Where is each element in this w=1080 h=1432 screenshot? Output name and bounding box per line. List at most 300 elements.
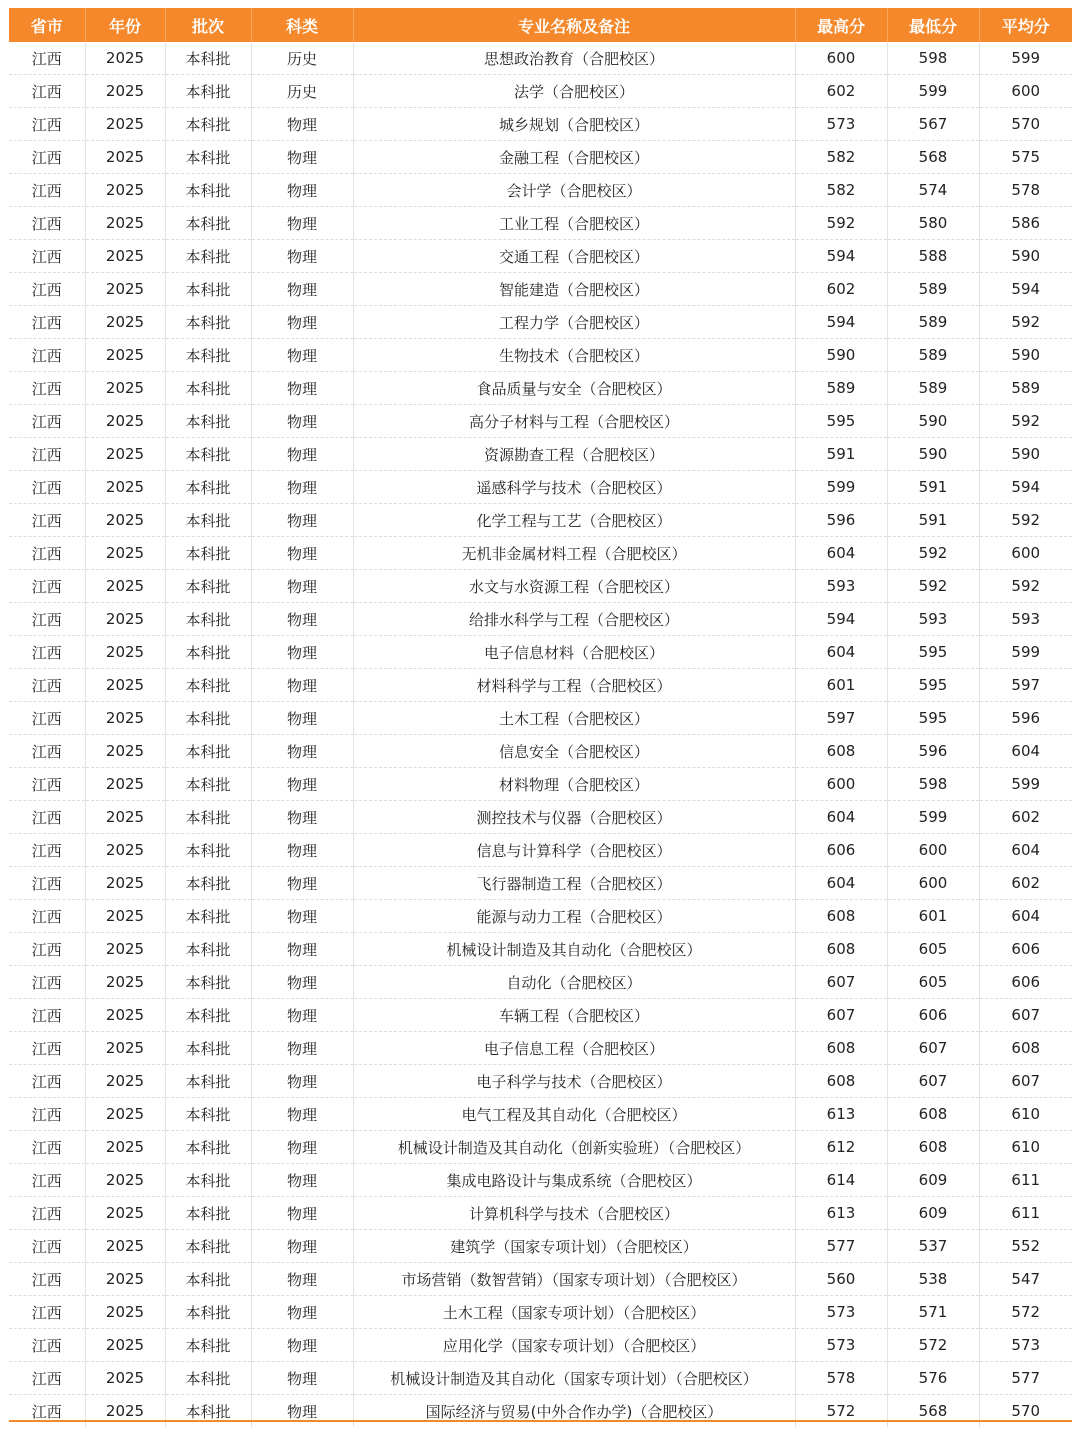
major-name-cell: 能源与动力工程（合肥校区）	[353, 900, 795, 933]
batch-cell: 本科批	[165, 537, 251, 570]
subject-type-cell: 物理	[251, 735, 353, 768]
major-name-cell: 飞行器制造工程（合肥校区）	[353, 867, 795, 900]
batch-cell: 本科批	[165, 240, 251, 273]
table-row	[9, 372, 1072, 405]
max-score-cell: 600	[795, 768, 887, 801]
avg-score-cell: 590	[979, 438, 1072, 471]
year-cell: 2025	[85, 1197, 165, 1230]
max-score-cell: 613	[795, 1197, 887, 1230]
subject-type-cell: 物理	[251, 603, 353, 636]
major-name-cell: 机械设计制造及其自动化（合肥校区）	[353, 933, 795, 966]
table-row	[9, 1098, 1072, 1131]
min-score-cell: 590	[887, 405, 979, 438]
table-row	[9, 801, 1072, 834]
table-row	[9, 702, 1072, 735]
avg-score-cell: 608	[979, 1032, 1072, 1065]
min-score-cell: 598	[887, 42, 979, 75]
table-row	[9, 273, 1072, 306]
header-subject-type[interactable]: 科类	[251, 8, 353, 42]
subject-type-cell: 物理	[251, 405, 353, 438]
province-cell: 江西	[9, 999, 85, 1032]
min-score-cell: 609	[887, 1197, 979, 1230]
avg-score-cell: 592	[979, 570, 1072, 603]
avg-score-cell: 604	[979, 900, 1072, 933]
year-cell: 2025	[85, 867, 165, 900]
table-row	[9, 306, 1072, 339]
subject-type-cell: 物理	[251, 1197, 353, 1230]
table-body	[9, 42, 1072, 1427]
major-name-cell: 电子科学与技术（合肥校区）	[353, 1065, 795, 1098]
major-name-cell: 城乡规划（合肥校区）	[353, 108, 795, 141]
min-score-cell: 609	[887, 1164, 979, 1197]
major-name-cell: 生物技术（合肥校区）	[353, 339, 795, 372]
avg-score-cell: 594	[979, 471, 1072, 504]
avg-score-cell: 602	[979, 867, 1072, 900]
province-cell: 江西	[9, 1065, 85, 1098]
province-cell: 江西	[9, 900, 85, 933]
batch-cell: 本科批	[165, 1098, 251, 1131]
min-score-cell: 600	[887, 834, 979, 867]
year-cell: 2025	[85, 306, 165, 339]
max-score-cell: 572	[795, 1395, 887, 1428]
table-row	[9, 141, 1072, 174]
table-row	[9, 768, 1072, 801]
year-cell: 2025	[85, 1395, 165, 1428]
table-row	[9, 537, 1072, 570]
table-row	[9, 1164, 1072, 1197]
avg-score-cell: 589	[979, 372, 1072, 405]
major-name-cell: 工业工程（合肥校区）	[353, 207, 795, 240]
table-header-row	[9, 8, 1072, 42]
subject-type-cell: 物理	[251, 141, 353, 174]
min-score-cell: 590	[887, 438, 979, 471]
subject-type-cell: 物理	[251, 108, 353, 141]
min-score-cell: 568	[887, 1395, 979, 1428]
table-row	[9, 900, 1072, 933]
province-cell: 江西	[9, 405, 85, 438]
major-name-cell: 集成电路设计与集成系统（合肥校区）	[353, 1164, 795, 1197]
year-cell: 2025	[85, 636, 165, 669]
subject-type-cell: 物理	[251, 570, 353, 603]
batch-cell: 本科批	[165, 768, 251, 801]
avg-score-cell: 600	[979, 537, 1072, 570]
min-score-cell: 606	[887, 999, 979, 1032]
table-row	[9, 1032, 1072, 1065]
year-cell: 2025	[85, 801, 165, 834]
batch-cell: 本科批	[165, 735, 251, 768]
batch-cell: 本科批	[165, 108, 251, 141]
min-score-cell: 537	[887, 1230, 979, 1263]
avg-score-cell: 599	[979, 636, 1072, 669]
max-score-cell: 607	[795, 999, 887, 1032]
year-cell: 2025	[85, 471, 165, 504]
min-score-cell: 567	[887, 108, 979, 141]
major-name-cell: 应用化学（国家专项计划）（合肥校区）	[353, 1329, 795, 1362]
min-score-cell: 568	[887, 141, 979, 174]
major-name-cell: 市场营销（数智营销）（国家专项计划）（合肥校区）	[353, 1263, 795, 1296]
min-score-cell: 592	[887, 570, 979, 603]
admission-score-table	[9, 8, 1072, 1427]
year-cell: 2025	[85, 405, 165, 438]
avg-score-cell: 606	[979, 933, 1072, 966]
avg-score-cell: 610	[979, 1098, 1072, 1131]
major-name-cell: 土木工程（合肥校区）	[353, 702, 795, 735]
year-cell: 2025	[85, 933, 165, 966]
batch-cell: 本科批	[165, 1362, 251, 1395]
max-score-cell: 589	[795, 372, 887, 405]
admission-score-table-container	[9, 8, 1072, 1427]
subject-type-cell: 物理	[251, 306, 353, 339]
batch-cell: 本科批	[165, 1296, 251, 1329]
subject-type-cell: 物理	[251, 669, 353, 702]
max-score-cell: 590	[795, 339, 887, 372]
province-cell: 江西	[9, 768, 85, 801]
province-cell: 江西	[9, 1164, 85, 1197]
max-score-cell: 608	[795, 900, 887, 933]
min-score-cell: 599	[887, 75, 979, 108]
batch-cell: 本科批	[165, 75, 251, 108]
batch-cell: 本科批	[165, 1197, 251, 1230]
batch-cell: 本科批	[165, 702, 251, 735]
batch-cell: 本科批	[165, 405, 251, 438]
batch-cell: 本科批	[165, 603, 251, 636]
header-major-name[interactable]: 专业名称及备注	[353, 8, 795, 42]
table-row	[9, 1230, 1072, 1263]
subject-type-cell: 物理	[251, 636, 353, 669]
province-cell: 江西	[9, 834, 85, 867]
major-name-cell: 车辆工程（合肥校区）	[353, 999, 795, 1032]
table-row	[9, 735, 1072, 768]
min-score-cell: 593	[887, 603, 979, 636]
year-cell: 2025	[85, 174, 165, 207]
province-cell: 江西	[31, 1402, 62, 1421]
min-score-cell: 601	[887, 900, 979, 933]
year-cell: 2025	[85, 735, 165, 768]
major-name-cell: 会计学（合肥校区）	[353, 174, 795, 207]
province-cell: 江西	[9, 867, 85, 900]
batch-cell: 本科批	[165, 933, 251, 966]
year-cell: 2025	[85, 108, 165, 141]
min-score-cell: 589	[887, 372, 979, 405]
avg-score-cell: 570	[979, 1395, 1072, 1428]
province-cell: 江西	[9, 1362, 85, 1395]
table-row	[9, 966, 1072, 999]
max-score-cell: 596	[795, 504, 887, 537]
avg-score-cell: 600	[979, 75, 1072, 108]
max-score-cell: 613	[795, 1098, 887, 1131]
table-row	[9, 405, 1072, 438]
header-batch[interactable]: 批次	[165, 8, 251, 42]
major-name-cell: 计算机科学与技术（合肥校区）	[353, 1197, 795, 1230]
subject-type-cell: 物理	[251, 1164, 353, 1197]
subject-type-cell: 物理	[251, 504, 353, 537]
subject-type-cell: 历史	[251, 42, 353, 75]
subject-type-cell: 物理	[251, 999, 353, 1032]
province-cell: 江西	[9, 933, 85, 966]
batch-cell: 本科批	[165, 438, 251, 471]
year-cell: 2025	[85, 504, 165, 537]
year-cell: 2025	[85, 537, 165, 570]
major-name-cell: 机械设计制造及其自动化（创新实验班）（合肥校区）	[353, 1131, 795, 1164]
major-name-cell: 智能建造（合肥校区）	[353, 273, 795, 306]
batch-cell: 本科批	[165, 42, 251, 75]
year-cell: 2025	[85, 603, 165, 636]
subject-type-cell: 物理	[251, 801, 353, 834]
major-name-cell: 金融工程（合肥校区）	[353, 141, 795, 174]
max-score-cell: 604	[795, 537, 887, 570]
major-name-cell: 工程力学（合肥校区）	[353, 306, 795, 339]
province-cell: 江西	[9, 966, 85, 999]
year-cell: 2025	[85, 966, 165, 999]
major-name-cell: 食品质量与安全（合肥校区）	[353, 372, 795, 405]
min-score-cell: 607	[887, 1032, 979, 1065]
max-score-cell: 601	[795, 669, 887, 702]
table-row	[9, 1395, 1072, 1428]
year-cell: 2025	[85, 1263, 165, 1296]
min-score-cell: 608	[887, 1098, 979, 1131]
header-max-score[interactable]: 最高分	[795, 8, 887, 42]
avg-score-cell: 590	[979, 240, 1072, 273]
year-cell: 2025	[85, 75, 165, 108]
avg-score-cell: 577	[979, 1362, 1072, 1395]
subject-type-cell: 物理	[251, 933, 353, 966]
year-cell: 2025	[85, 669, 165, 702]
header-min-score[interactable]: 最低分	[887, 8, 979, 42]
year-cell: 2025	[85, 372, 165, 405]
avg-score-cell: 599	[979, 42, 1072, 75]
table-row	[9, 1296, 1072, 1329]
province-cell: 江西	[9, 1296, 85, 1329]
major-name-cell: 土木工程（国家专项计划）（合肥校区）	[353, 1296, 795, 1329]
province-cell: 江西	[9, 801, 85, 834]
major-name-cell: 交通工程（合肥校区）	[353, 240, 795, 273]
province-cell: 江西	[9, 42, 85, 75]
batch-cell: 本科批	[165, 966, 251, 999]
max-score-cell: 602	[795, 273, 887, 306]
table-row	[9, 570, 1072, 603]
max-score-cell: 612	[795, 1131, 887, 1164]
min-score-cell: 538	[887, 1263, 979, 1296]
avg-score-cell: 570	[979, 108, 1072, 141]
subject-type-cell: 物理	[251, 1032, 353, 1065]
year-cell: 2025	[85, 240, 165, 273]
min-score-cell: 571	[887, 1296, 979, 1329]
major-name-cell: 测控技术与仪器（合肥校区）	[353, 801, 795, 834]
major-name-cell: 电气工程及其自动化（合肥校区）	[353, 1098, 795, 1131]
avg-score-cell: 593	[979, 603, 1072, 636]
province-cell: 江西	[9, 735, 85, 768]
batch-cell: 本科批	[165, 636, 251, 669]
min-score-cell: 572	[887, 1329, 979, 1362]
province-cell: 江西	[9, 1230, 85, 1263]
year-cell: 2025	[85, 1230, 165, 1263]
province-cell: 江西	[9, 471, 85, 504]
header-province[interactable]: 省市	[9, 8, 85, 42]
min-score-cell: 589	[887, 339, 979, 372]
subject-type-cell: 物理	[251, 966, 353, 999]
max-score-cell: 593	[795, 570, 887, 603]
year-cell: 2025	[85, 1296, 165, 1329]
province-cell: 江西	[9, 141, 85, 174]
subject-type-cell: 物理	[251, 900, 353, 933]
batch-cell: 本科批	[165, 1395, 251, 1428]
province-cell: 江西	[9, 537, 85, 570]
table-row	[9, 1131, 1072, 1164]
year-cell: 2025	[85, 42, 165, 75]
avg-score-cell: 592	[979, 306, 1072, 339]
table-row	[9, 933, 1072, 966]
avg-score-cell: 610	[979, 1131, 1072, 1164]
avg-score-cell: 594	[979, 273, 1072, 306]
subject-type-cell: 物理	[251, 768, 353, 801]
year-cell: 2025	[85, 273, 165, 306]
batch-cell: 本科批	[165, 1329, 251, 1362]
avg-score-cell: 578	[979, 174, 1072, 207]
province-cell: 江西	[9, 636, 85, 669]
subject-type-cell: 物理	[251, 867, 353, 900]
major-name-cell: 自动化（合肥校区）	[353, 966, 795, 999]
province-cell: 江西	[9, 603, 85, 636]
province-cell: 江西	[9, 240, 85, 273]
table-row	[9, 669, 1072, 702]
major-name-cell: 高分子材料与工程（合肥校区）	[353, 405, 795, 438]
header-year[interactable]: 年份	[85, 8, 165, 42]
table-row	[9, 834, 1072, 867]
max-score-cell: 614	[795, 1164, 887, 1197]
max-score-cell: 592	[795, 207, 887, 240]
avg-score-cell: 592	[979, 504, 1072, 537]
batch-cell: 本科批	[165, 669, 251, 702]
avg-score-cell: 586	[979, 207, 1072, 240]
max-score-cell: 578	[795, 1362, 887, 1395]
province-cell: 江西	[9, 207, 85, 240]
avg-score-cell: 590	[979, 339, 1072, 372]
avg-score-cell: 611	[979, 1197, 1072, 1230]
avg-score-cell: 592	[979, 405, 1072, 438]
max-score-cell: 573	[795, 108, 887, 141]
major-name-cell: 机械设计制造及其自动化（国家专项计划）（合肥校区）	[353, 1362, 795, 1395]
batch-cell: 本科批	[165, 1032, 251, 1065]
table-row	[9, 438, 1072, 471]
min-score-cell: 595	[887, 669, 979, 702]
subject-type-cell: 物理	[251, 702, 353, 735]
min-score-cell: 599	[887, 801, 979, 834]
table-row	[9, 174, 1072, 207]
table-row	[9, 1329, 1072, 1362]
batch-cell: 本科批	[165, 504, 251, 537]
subject-type-cell: 物理	[251, 174, 353, 207]
max-score-cell: 594	[795, 603, 887, 636]
province-cell: 江西	[9, 1098, 85, 1131]
max-score-cell: 608	[795, 735, 887, 768]
batch-cell: 本科批	[165, 834, 251, 867]
min-score-cell: 605	[887, 933, 979, 966]
max-score-cell: 604	[795, 867, 887, 900]
min-score-cell: 589	[887, 273, 979, 306]
year-cell: 2025	[85, 570, 165, 603]
min-score-cell: 580	[887, 207, 979, 240]
subject-type-cell: 物理	[251, 372, 353, 405]
avg-score-cell: 572	[979, 1296, 1072, 1329]
max-score-cell: 595	[795, 405, 887, 438]
min-score-cell: 605	[887, 966, 979, 999]
table-row	[9, 603, 1072, 636]
max-score-cell: 604	[795, 636, 887, 669]
batch-cell: 本科批	[165, 1230, 251, 1263]
min-score-cell: 589	[887, 306, 979, 339]
province-cell: 江西	[9, 702, 85, 735]
province-cell: 江西	[9, 339, 85, 372]
table-row	[9, 999, 1072, 1032]
province-cell: 江西	[9, 174, 85, 207]
batch-cell: 本科批	[165, 1164, 251, 1197]
major-name-cell: 电子信息工程（合肥校区）	[353, 1032, 795, 1065]
subject-type-cell: 物理	[251, 1296, 353, 1329]
batch-cell: 本科批	[165, 141, 251, 174]
subject-type-cell: 物理	[251, 339, 353, 372]
province-cell: 江西	[9, 108, 85, 141]
major-name-cell: 思想政治教育（合肥校区）	[353, 42, 795, 75]
avg-score-cell: 607	[979, 1065, 1072, 1098]
province-cell: 江西	[9, 570, 85, 603]
table-row	[9, 636, 1072, 669]
province-cell: 江西	[9, 306, 85, 339]
avg-score-cell: 604	[979, 735, 1072, 768]
min-score-cell: 595	[887, 636, 979, 669]
table-row	[9, 1362, 1072, 1395]
batch-cell: 本科批	[165, 306, 251, 339]
min-score-cell: 608	[887, 1131, 979, 1164]
year-cell: 2025	[85, 1164, 165, 1197]
year-cell: 2025	[85, 1098, 165, 1131]
major-name-cell: 国际经济与贸易(中外合作办学)（合肥校区）	[353, 1395, 795, 1428]
major-name-cell: 电子信息材料（合肥校区）	[353, 636, 795, 669]
year-cell: 2025	[85, 1131, 165, 1164]
header-avg-score[interactable]: 平均分	[979, 8, 1072, 42]
table-row	[9, 1263, 1072, 1296]
province-cell: 江西	[9, 669, 85, 702]
max-score-cell: 608	[795, 1065, 887, 1098]
table-row	[9, 504, 1072, 537]
province-cell: 江西	[9, 75, 85, 108]
table-row	[9, 108, 1072, 141]
province-cell: 江西	[9, 273, 85, 306]
table-row	[9, 42, 1072, 75]
subject-type-cell: 物理	[251, 1065, 353, 1098]
avg-score-cell: 607	[979, 999, 1072, 1032]
min-score-cell: 592	[887, 537, 979, 570]
batch-cell: 本科批	[165, 900, 251, 933]
max-score-cell: 573	[795, 1296, 887, 1329]
batch-cell: 本科批	[165, 999, 251, 1032]
province-cell: 江西	[9, 504, 85, 537]
province-cell: 江西	[9, 1131, 85, 1164]
min-score-cell: 574	[887, 174, 979, 207]
table-row	[9, 240, 1072, 273]
max-score-cell: 597	[795, 702, 887, 735]
province-cell: 江西	[9, 438, 85, 471]
batch-cell: 本科批	[165, 1065, 251, 1098]
batch-cell: 本科批	[165, 1131, 251, 1164]
year-cell: 2025	[85, 702, 165, 735]
province-cell: 江西	[9, 1329, 85, 1362]
year-cell: 2025	[85, 1329, 165, 1362]
min-score-cell: 595	[887, 702, 979, 735]
major-name-cell: 水文与水资源工程（合肥校区）	[353, 570, 795, 603]
avg-score-cell: 599	[979, 768, 1072, 801]
subject-type-cell: 物理	[251, 240, 353, 273]
max-score-cell: 607	[795, 966, 887, 999]
